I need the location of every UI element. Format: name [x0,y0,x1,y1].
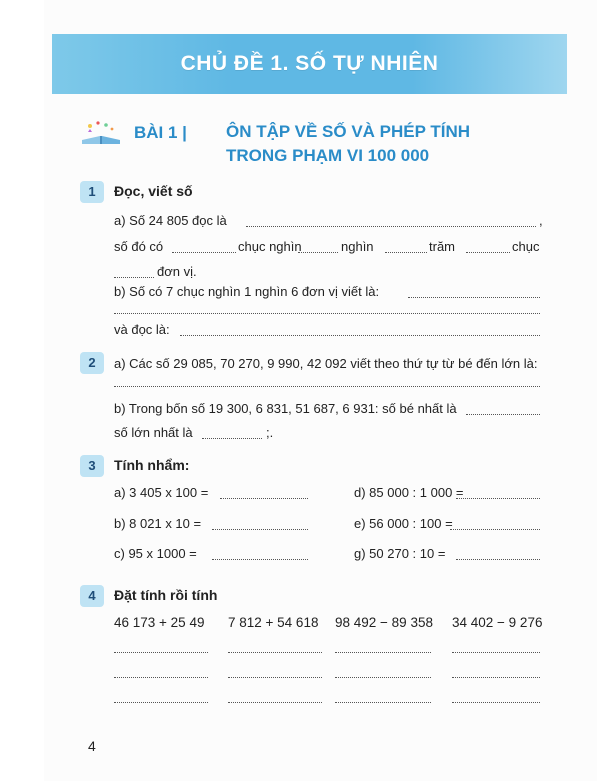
q1-a-text: a) Số 24 805 đọc là [114,213,227,228]
q1-b-reading-line[interactable] [180,335,540,336]
q1-b-text: b) Số có 7 chục nghìn 1 nghìn 6 đơn vị viết là: [114,284,380,299]
question-number-4: 4 [80,585,104,607]
page-number: 4 [88,738,96,754]
q4-work-line[interactable] [228,677,322,678]
question-1-heading: Đọc, viết số [114,183,193,199]
open-book-icon [78,118,124,146]
q1-a-answer-line[interactable] [246,226,536,227]
q4-expr-3: 98 492 − 89 358 [335,615,433,630]
lesson-label: BÀI 1 | [134,123,187,142]
q4-work-line[interactable] [452,702,540,703]
chapter-banner [52,34,567,94]
q1-tram-blank[interactable] [385,252,427,253]
q3-c: c) 95 x 1000 = [114,546,197,561]
question-3-heading: Tính nhẩm: [114,457,190,473]
q2-b2-tail: ;. [266,425,274,440]
q1-don-vi-label: đơn vị. [157,264,197,279]
q4-expr-4: 34 402 − 9 276 [452,615,543,630]
chapter-title: CHỦ ĐỀ 1. SỐ TỰ NHIÊN [180,52,439,75]
q4-work-line[interactable] [228,702,322,703]
q1-b-answer-line-2[interactable] [114,313,540,314]
q4-work-line[interactable] [114,677,208,678]
q1-tram-label: trăm [429,239,455,254]
q2-b-text: b) Trong bốn số 19 300, 6 831, 51 687, 6 931: số bé nhất là [114,401,457,416]
lesson-title-line2: TRONG PHẠM VI 100 000 [226,146,430,165]
q4-work-line[interactable] [452,677,540,678]
lesson-title [226,120,470,168]
lesson-header [92,116,562,172]
q1-a-comma: , [539,213,543,228]
q1-chuc-nghin-label: chục nghìn [238,239,302,254]
lesson-title-line1: ÔN TẬP VỀ SỐ VÀ PHÉP TÍNH [226,122,471,141]
question-number-2: 2 [80,352,104,374]
q3-b-blank[interactable] [212,529,308,530]
q3-d-blank[interactable] [456,498,540,499]
page-margin [0,0,44,781]
q4-expr-1: 46 173 + 25 49 [114,615,205,630]
q1-chuc-blank[interactable] [466,252,510,253]
q3-g: g) 50 270 : 10 = [354,546,446,561]
q4-work-line[interactable] [452,652,540,653]
q3-e-blank[interactable] [450,529,540,530]
q1-b-doc-la: và đọc là: [114,322,170,337]
question-number-3: 3 [80,455,104,477]
q4-work-line[interactable] [228,652,322,653]
q4-work-line[interactable] [114,652,208,653]
q1-nghin-blank[interactable] [298,252,338,253]
q4-work-line[interactable] [335,677,431,678]
q1-a2-lead: số đó có [114,239,164,254]
q2-a-answer-line[interactable] [114,386,540,387]
q3-b: b) 8 021 x 10 = [114,516,202,531]
q2-b-smallest-blank[interactable] [466,414,540,415]
q2-a-text: a) Các số 29 085, 70 270, 9 990, 42 092 viết theo thứ tự từ bé đến lớn là: [114,356,538,371]
q3-a-blank[interactable] [220,498,308,499]
q4-work-line[interactable] [335,652,431,653]
q4-work-line[interactable] [335,702,431,703]
q3-d: d) 85 000 : 1 000 = [354,485,464,500]
q1-nghin-label: nghìn [341,239,374,254]
q3-c-blank[interactable] [212,559,308,560]
q2-b2-lead: số lớn nhất là [114,425,193,440]
q1-b-answer-line[interactable] [408,297,540,298]
q1-don-vi-blank[interactable] [114,277,154,278]
q3-e: e) 56 000 : 100 = [354,516,453,531]
q1-chuc-nghin-blank[interactable] [172,252,236,253]
q3-g-blank[interactable] [456,559,540,560]
question-number-1: 1 [80,181,104,203]
q4-work-line[interactable] [114,702,208,703]
q3-a: a) 3 405 x 100 = [114,485,209,500]
q2-b-largest-blank[interactable] [202,438,262,439]
question-4-heading: Đặt tính rồi tính [114,587,218,603]
q4-expr-2: 7 812 + 54 618 [228,615,319,630]
q1-chuc-label: chục [512,239,540,254]
